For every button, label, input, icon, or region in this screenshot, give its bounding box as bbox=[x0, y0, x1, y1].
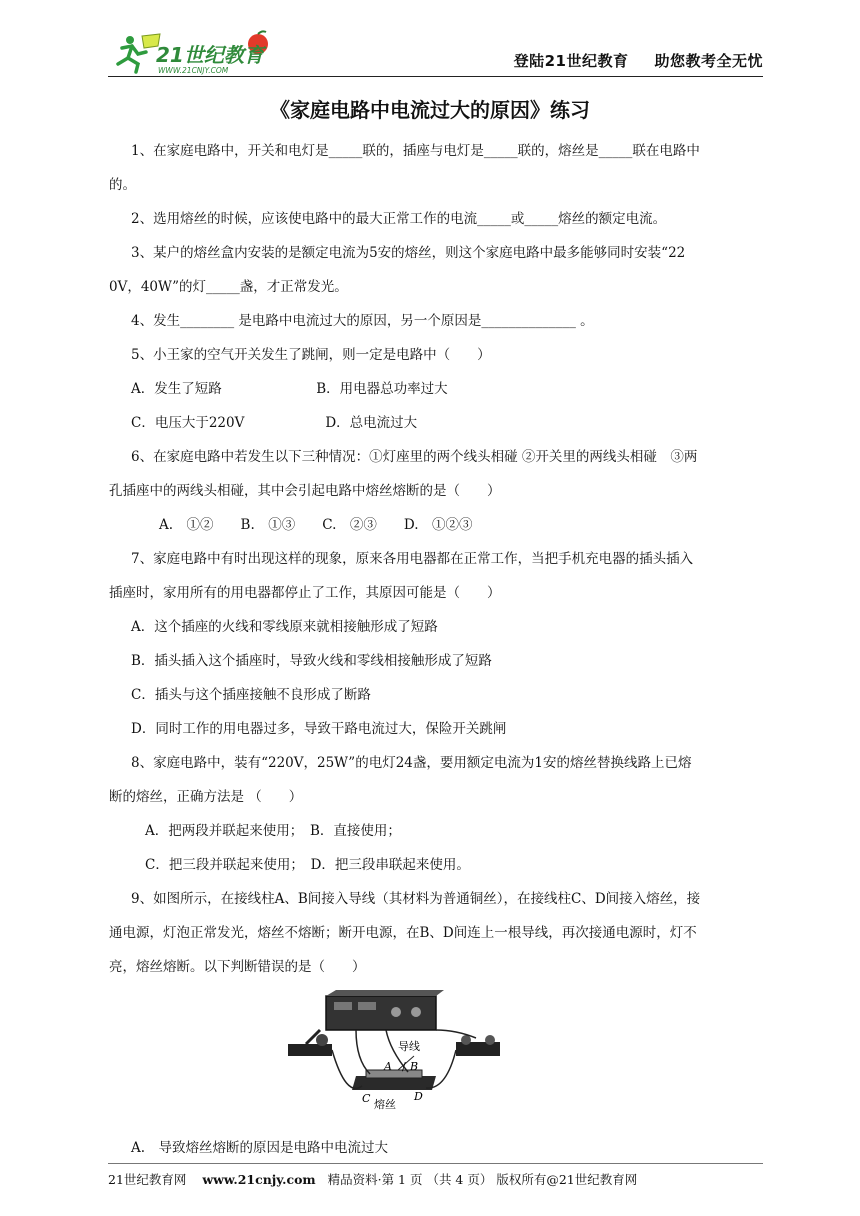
question-9-line-1: 9、如图所示，在接线柱A、B间接入导线（其材料为普通铜丝），在接线柱C、D间接入熔丝，接 bbox=[131, 891, 701, 907]
slogan-right: 助您教考全无忧 bbox=[654, 52, 763, 70]
question-4: 4、发生________ 是电路中电流过大的原因，另一个原因是______________ 。 bbox=[131, 313, 594, 329]
footer-page-info: 精品资料·第 1 页 （共 4 页） 版权所有@21世纪教育网 bbox=[327, 1172, 638, 1187]
circuit-figure bbox=[286, 990, 516, 1110]
question-9-line-2: 通电源，灯泡正常发光，熔丝不熔断；断开电源，在B、D间连上一根导线，再次接通电源时，灯不 bbox=[109, 925, 697, 941]
question-7-option-a: A．这个插座的火线和零线原来就相接触形成了短路 bbox=[131, 619, 438, 635]
footer-site: 21世纪教育网 bbox=[108, 1172, 187, 1187]
question-5-options-ab: A．发生了短路 B．用电器总功率过大 bbox=[131, 381, 448, 397]
question-1-line-2: 的。 bbox=[109, 177, 136, 193]
label-c: C bbox=[362, 1092, 371, 1105]
header-divider bbox=[108, 76, 763, 77]
lamp-holder-icon bbox=[288, 1044, 332, 1056]
page-header bbox=[108, 30, 763, 78]
header-slogan bbox=[514, 50, 763, 71]
footer-divider bbox=[108, 1163, 763, 1164]
question-7-line-1: 7、家庭电路中有时出现这样的现象，原来各用电器都在正常工作，当把手机充电器的插头插入 bbox=[131, 551, 694, 567]
page-footer bbox=[108, 1170, 763, 1188]
label-a: A bbox=[384, 1060, 392, 1073]
question-8-options-cd: C．把三段并联起来使用； D．把三段串联起来使用。 bbox=[145, 857, 470, 873]
question-3-line-2: 0V，40W”的灯_____盏，才正常发光。 bbox=[109, 279, 348, 295]
question-7-line-2: 插座时，家用所有的用电器都停止了工作，其原因可能是（ ） bbox=[109, 585, 501, 601]
question-7-option-d: D．同时工作的用电器过多，导致干路电流过大，保险开关跳闸 bbox=[131, 721, 507, 737]
label-wire: 导线 bbox=[398, 1040, 420, 1053]
footer-url-link[interactable]: www.21cnjy.com bbox=[202, 1172, 316, 1187]
question-9-line-3: 亮，熔丝熔断。以下判断错误的是（ ） bbox=[109, 959, 366, 975]
question-7-option-c: C．插头与这个插座接触不良形成了断路 bbox=[131, 687, 371, 703]
question-6-line-2: 孔插座中的两线头相碰，其中会引起电路中熔丝熔断的是（ ） bbox=[109, 483, 501, 499]
label-b: B bbox=[410, 1060, 419, 1073]
question-9-option-a: A. 导致熔丝熔断的原因是电路中电流过大 bbox=[131, 1140, 389, 1156]
svg-text:/: / bbox=[402, 1060, 406, 1073]
question-7-option-b: B．插头插入这个插座时，导致火线和零线相接触形成了短路 bbox=[131, 653, 492, 669]
question-8-line-1: 8、家庭电路中，装有“220V，25W”的电灯24盏，要用额定电流为1安的熔丝替换线路上已熔 bbox=[131, 755, 692, 771]
question-5: 5、小王家的空气开关发生了跳闸，则一定是电路中（ ） bbox=[131, 347, 491, 363]
site-logo bbox=[108, 30, 288, 76]
question-6-options: A. ①② B. ①③ C. ②③ D. ①②③ bbox=[159, 517, 473, 533]
page-title: 《家庭电路中电流过大的原因》练习 bbox=[270, 98, 590, 122]
question-8-options-ab: A．把两段并联起来使用； B．直接使用； bbox=[145, 823, 401, 839]
logo-url: WWW.21CNJY.COM bbox=[158, 66, 229, 75]
label-d: D bbox=[414, 1090, 423, 1103]
document-body bbox=[109, 134, 763, 1165]
question-3-line-1: 3、某户的熔丝盒内安装的是额定电流为5安的熔丝，则这个家庭电路中最多能够同时安装“22 bbox=[131, 245, 686, 261]
question-2: 2、选用熔丝的时候，应该使电路中的最大正常工作的电流_____或_____熔丝的额定电流。 bbox=[131, 211, 667, 227]
question-5-options-cd: C．电压大于220V D．总电流过大 bbox=[131, 415, 418, 431]
question-1-line-1: 1、在家庭电路中，开关和电灯是_____联的，插座与电灯是_____联的，熔丝是_____联在电路中 bbox=[131, 143, 700, 159]
question-8-line-2: 断的熔丝，正确方法是 （ ） bbox=[109, 789, 303, 805]
logo-text: 21世纪教育 bbox=[156, 43, 264, 67]
slogan-left: 登陆21世纪教育 bbox=[513, 52, 629, 70]
question-6-line-1: 6、在家庭电路中若发生以下三种情况：①灯座里的两个线头相碰 ②开关里的两线头相碰 ③两 bbox=[131, 449, 698, 465]
label-fuse: 熔丝 bbox=[374, 1098, 396, 1110]
switch-base-icon bbox=[456, 1042, 500, 1056]
